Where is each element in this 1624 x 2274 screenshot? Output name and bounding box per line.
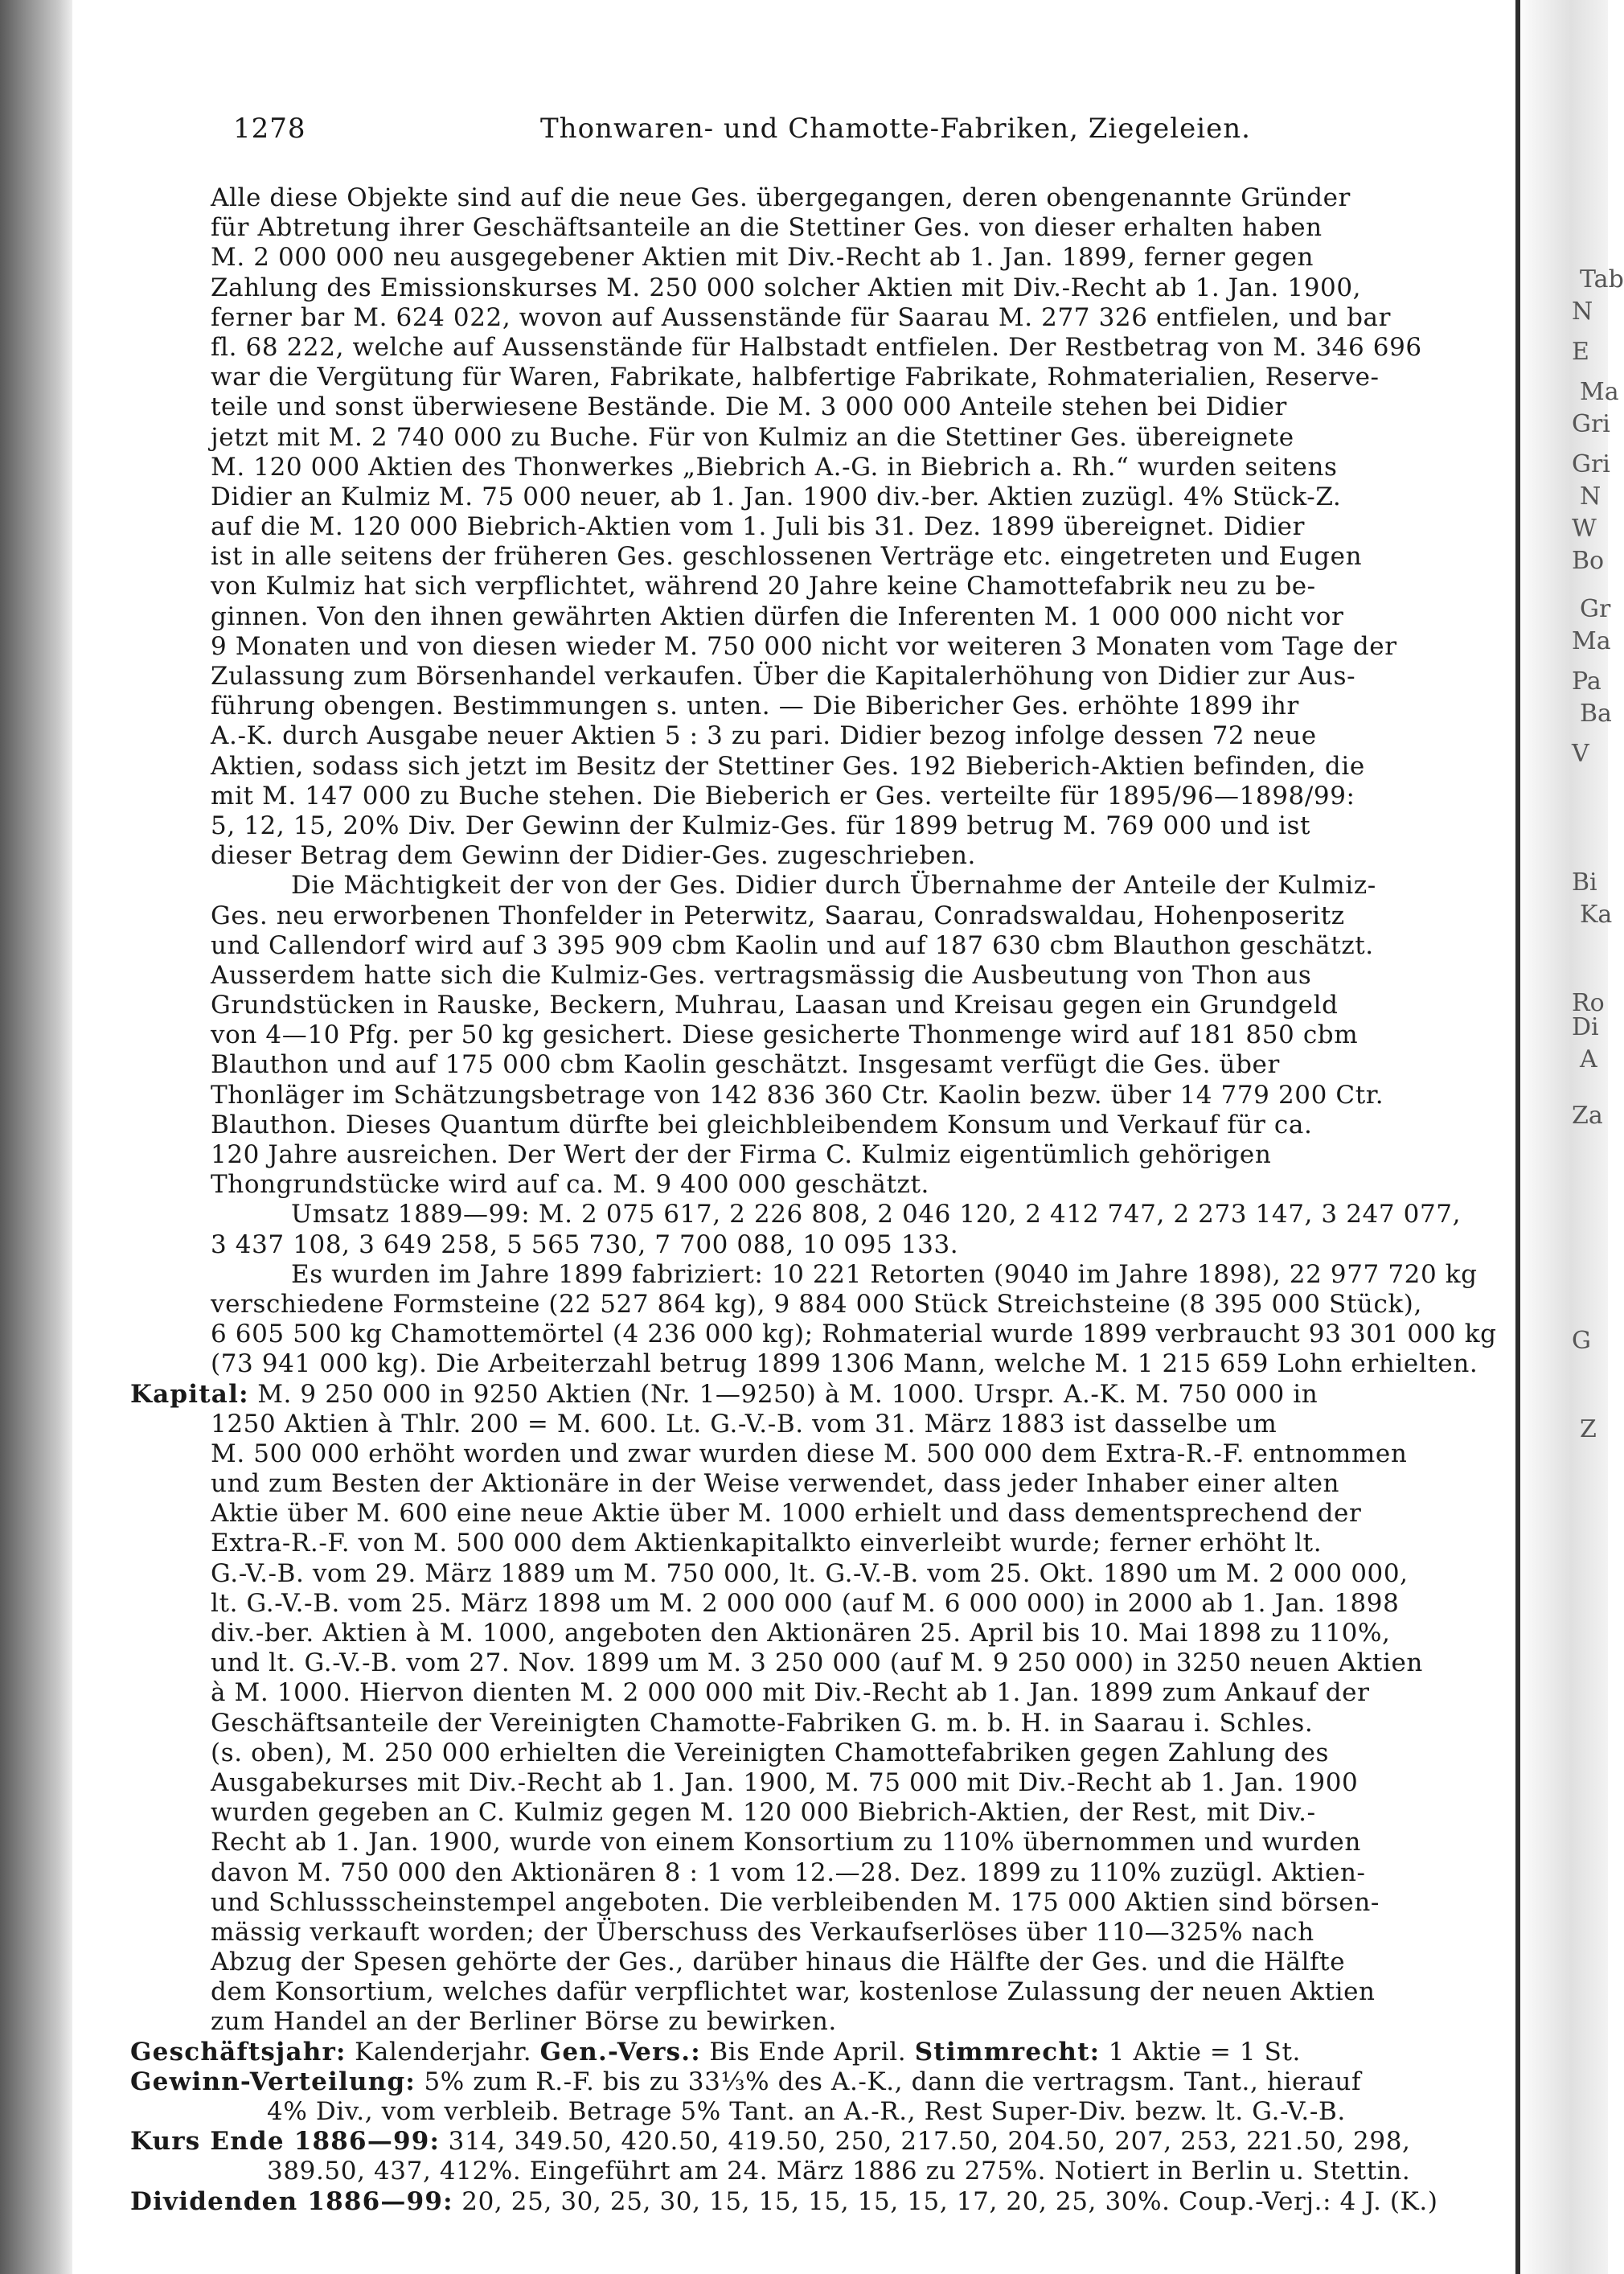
running-title: Thonwaren- und Chamotte-Fabriken, Ziegeleien. (540, 113, 1251, 145)
text-line: teile und sonst überwiesene Bestände. Die M. 3 000 000 Anteile stehen bei Didier (211, 392, 1287, 422)
text-line: Ges. neu erworbenen Thonfelder in Peterwitz, Saarau, Conradswaldau, Hohenposeritz (211, 901, 1345, 930)
text-line: Abzug der Spesen gehörte der Ges., darüber hinaus die Hälfte der Ges. und die Hälfte (211, 1948, 1346, 1977)
text-line: ginnen. Von den ihnen gewährten Aktien dürfen die Inferenten M. 1 000 000 nicht vor (211, 601, 1344, 631)
text-line: Zulassung zum Börsenhandel verkaufen. Über die Kapitalerhöhung von Didier zur Aus- (211, 662, 1356, 691)
text-line: 3 437 108, 3 649 258, 5 565 730, 7 700 088, 10 095 133. (211, 1229, 959, 1259)
kurs-line (130, 2127, 1517, 2157)
adjacent-page-fragment: V (1572, 740, 1589, 768)
text-line: A.-K. durch Ausgabe neuer Aktien 5 : 3 zu pari. Didier bezog infolge dessen 72 neue (211, 721, 1317, 751)
text-line: Zahlung des Emissionskurses M. 250 000 solcher Aktien mit Div.-Recht ab 1. Jan. 1900, (211, 273, 1362, 302)
adjacent-page-fragment: Ka (1580, 901, 1613, 929)
paragraph-clay-deposits (211, 871, 1517, 1200)
text-line: mit M. 147 000 zu Buche stehen. Die Bieberich er Ges. verteilte für 1895/96—1898/99: (211, 781, 1355, 811)
text-line: war die Vergütung für Waren, Fabrikate, halbfertige Fabrikate, Rohmaterialien, Reserve- (211, 363, 1380, 392)
kapital-label: Kapital: (130, 1379, 249, 1409)
text-line: führung obengen. Bestimmungen s. unten. — Die Bibericher Ges. erhöhte 1899 ihr (211, 692, 1299, 721)
kurs-label: Kurs Ende 1886—99: (130, 2127, 441, 2157)
stimmrecht-text: 1 Aktie = 1 St. (1108, 2037, 1301, 2067)
adjacent-page-fragment: Bi (1572, 868, 1597, 897)
kurs-text: 314, 349.50, 420.50, 419.50, 250, 217.50, 204.50, 207, 253, 221.50, 298, (448, 2127, 1411, 2157)
adjacent-page-fragment: Za (1572, 1102, 1603, 1130)
text-line: von Kulmiz hat sich verpflichtet, während 20 Jahre keine Chamottefabrik neu zu be- (211, 572, 1316, 601)
adjacent-page-fragment: N (1572, 298, 1593, 326)
text-line: zum Handel an der Berliner Börse zu bewirken. (211, 2007, 837, 2037)
adjacent-page-fragment: Ro (1572, 989, 1605, 1017)
text-line: Didier an Kulmiz M. 75 000 neuer, ab 1. Jan. 1900 div.-ber. Aktien zuzügl. 4% Stück-Z. (211, 482, 1342, 511)
text-line: M. 120 000 Aktien des Thonwerkes „Biebrich A.-G. in Biebrich a. Rh.“ wurden seitens (211, 452, 1338, 482)
text-line: davon M. 750 000 den Aktionären 8 : 1 vom 12.—28. Dez. 1899 zu 110% zuzügl. Aktien- (211, 1857, 1366, 1887)
text-line: und lt. G.-V.-B. vom 27. Nov. 1899 um M. 3 250 000 (auf M. 9 250 000) in 3250 neuen Aktien (211, 1648, 1423, 1678)
page-body (130, 183, 1517, 2217)
text-line: ferner bar M. 624 022, wovon auf Aussenstände für Saarau M. 277 326 entfielen, und bar (211, 302, 1392, 332)
text-line: von 4—10 Pfg. per 50 kg gesichert. Diese gesicherte Thonmenge wird auf 181 850 cbm (211, 1020, 1359, 1050)
dividenden-text: 20, 25, 30, 25, 30, 15, 15, 15, 15, 15, 17, 20, 25, 30%. Coup.-Verj.: 4 J. (K.) (461, 2186, 1438, 2216)
adjacent-page-edge (1515, 0, 1624, 2274)
geschaeftsjahr-line (130, 2038, 1517, 2067)
text-line: jetzt mit M. 2 740 000 zu Buche. Für von Kulmiz an die Stettiner Ges. übereignete (211, 422, 1294, 452)
paragraph-production (211, 1260, 1517, 1380)
adjacent-page-fragment: E (1572, 338, 1589, 366)
adjacent-page-fragment: Gri (1572, 450, 1610, 478)
text-line: lt. G.-V.-B. vom 25. März 1898 um M. 2 000 000 (auf M. 6 000 000) in 2000 ab 1. Jan. 1898 (211, 1588, 1400, 1618)
adjacent-page-fragment: Gr (1580, 595, 1611, 623)
text-line: Blauthon und auf 175 000 cbm Kaolin geschätzt. Insgesamt verfügt die Ges. über (211, 1050, 1280, 1080)
text-line: und zum Besten der Aktionäre in der Weise verwendet, dass jeder Inhaber einer alten (211, 1469, 1340, 1499)
gewinn-line (130, 2067, 1517, 2097)
text-line: wurden gegeben an C. Kulmiz gegen M. 120 000 Biebrich-Aktien, der Rest, mit Div.- (211, 1798, 1316, 1828)
text-line: Die Mächtigkeit der von der Ges. Didier durch Übernahme der Anteile der Kulmiz- (291, 871, 1376, 901)
adjacent-page-fragment: Gri (1572, 410, 1610, 438)
text-line: Ausserdem hatte sich die Kulmiz-Ges. vertragsmässig die Ausbeutung von Thon aus (211, 960, 1312, 990)
adjacent-page-fragment: Z (1580, 1415, 1597, 1443)
text-line: Ausgabekurses mit Div.-Recht ab 1. Jan. 1900, M. 75 000 mit Div.-Recht ab 1. Jan. 1900 (211, 1767, 1359, 1797)
text-line: ist in alle seitens der früheren Ges. geschlossenen Verträge etc. eingetreten und Eugen (211, 542, 1363, 572)
text-line: dem Konsortium, welches dafür verpflichtet war, kostenlose Zulassung der neuen Aktien (211, 1977, 1376, 2007)
gen-vers-text: Bis Ende April. (709, 2037, 907, 2067)
paragraph-turnover (211, 1200, 1517, 1259)
page-number: 1278 (233, 113, 306, 145)
text-line: dieser Betrag dem Gewinn der Didier-Ges. zugeschrieben. (211, 841, 976, 871)
text-line: Geschäftsanteile der Vereinigten Chamotte-Fabriken G. m. b. H. in Saarau i. Schles. (211, 1708, 1314, 1738)
adjacent-page-fragment: Pa (1572, 667, 1601, 696)
gewinn-text: 5% zum R.-F. bis zu 33⅓% des A.-K., dann die vertragsm. Tant., hierauf (424, 2067, 1362, 2096)
stimmrecht-label: Stimmrecht: (914, 2037, 1101, 2067)
adjacent-page-fragment: Ba (1580, 700, 1612, 728)
geschaeftsjahr-label: Geschäftsjahr: (130, 2037, 347, 2067)
text-line: Recht ab 1. Jan. 1900, wurde von einem Konsortium zu 110% übernommen und wurden (211, 1828, 1361, 1857)
text-line: 6 605 500 kg Chamottemörtel (4 236 000 kg); Rohmaterial wurde 1899 verbraucht 93 301 000 kg (211, 1320, 1497, 1349)
text-line: Alle diese Objekte sind auf die neue Ges. übergegangen, deren obengenannte Gründer (211, 183, 1351, 212)
page-header (211, 103, 1517, 159)
kapital-first-line (130, 1380, 1517, 1410)
kapital-section (211, 1410, 1517, 2038)
text-line: Aktie über M. 600 eine neue Aktie über M. 1000 erhielt und dass dementsprechend der (211, 1499, 1362, 1529)
adjacent-page-fragment: Tab (1580, 265, 1624, 293)
adjacent-page-fragment: Di (1572, 1013, 1599, 1041)
document-page (130, 103, 1517, 2216)
text-line: Grundstücken in Rauske, Beckern, Muhrau, Laasan und Kreisau gegen ein Grundgeld (211, 991, 1339, 1020)
text-line: verschiedene Formsteine (22 527 864 kg), 9 884 000 Stück Streichsteine (8 395 000 Stück), (211, 1289, 1422, 1319)
text-line: 1250 Aktien à Thlr. 200 = M. 600. Lt. G.-V.-B. vom 31. März 1883 ist dasselbe um (211, 1409, 1277, 1439)
book-spine-shadow (0, 0, 72, 2274)
dividenden-label: Dividenden 1886—99: (130, 2186, 453, 2216)
kapital-text: M. 9 250 000 in 9250 Aktien (Nr. 1—9250) à M. 1000. Urspr. A.-K. M. 750 000 in (257, 1379, 1318, 1409)
geschaeftsjahr-text: Kalenderjahr. (355, 2037, 532, 2067)
text-line: Umsatz 1889—99: M. 2 075 617, 2 226 808, 2 046 120, 2 412 747, 2 273 147, 3 247 077, (291, 1200, 1462, 1229)
adjacent-page-fragment: Bo (1572, 547, 1605, 575)
text-line: mässig verkauft worden; der Überschuss des Verkaufserlöses über 110—325% nach (211, 1917, 1314, 1947)
text-line: Aktien, sodass sich jetzt im Besitz der Stettiner Ges. 192 Bieberich-Aktien befinden, die (211, 751, 1365, 781)
text-line: 120 Jahre ausreichen. Der Wert der der Firma C. Kulmiz eigentümlich gehörigen (211, 1140, 1272, 1169)
text-line: auf die M. 120 000 Biebrich-Aktien vom 1. Juli bis 31. Dez. 1899 übereignet. Didier (211, 512, 1306, 542)
text-line: G.-V.-B. vom 29. März 1889 um M. 750 000, lt. G.-V.-B. vom 25. Okt. 1890 um M. 2 000 000, (211, 1558, 1409, 1588)
text-line: div.-ber. Aktien à M. 1000, angeboten den Aktionären 25. April bis 10. Mai 1898 zu 110%, (211, 1619, 1391, 1648)
text-line: und Callendorf wird auf 3 395 909 cbm Kaolin und auf 187 630 cbm Blauthon geschätzt. (211, 930, 1374, 960)
adjacent-page-fragment: N (1580, 482, 1601, 511)
text-line: (s. oben), M. 250 000 erhielten die Vereinigten Chamottefabriken gegen Zahlung des (211, 1738, 1330, 1767)
text-line: für Abtretung ihrer Geschäftsanteile an die Stettiner Ges. von dieser erhalten haben (211, 213, 1323, 243)
text-line: Es wurden im Jahre 1899 fabriziert: 10 221 Retorten (9040 im Jahre 1898), 22 977 720 kg (291, 1259, 1478, 1289)
text-line: (73 941 000 kg). Die Arbeiterzahl betrug 1899 1306 Mann, welche M. 1 215 659 Lohn erhielten. (211, 1349, 1478, 1379)
text-line: 9 Monaten und von diesen wieder M. 750 000 nicht vor weiteren 3 Monaten vom Tage der (211, 631, 1397, 661)
gewinn-label: Gewinn-Verteilung: (130, 2067, 416, 2096)
text-line: Thonläger im Schätzungsbetrage von 142 836 360 Ctr. Kaolin bezw. über 14 779 200 Ctr. (211, 1080, 1384, 1110)
gewinn-line-2: 4% Div., vom verbleib. Betrage 5% Tant. an A.-R., Rest Super-Div. bezw. lt. G.-V.-B. (267, 2097, 1346, 2126)
text-line: Blauthon. Dieses Quantum dürfte bei gleichbleibendem Konsum und Verkauf für ca. (211, 1110, 1313, 1139)
adjacent-page-fragment: W (1572, 515, 1597, 543)
text-line: à M. 1000. Hiervon dienten M. 2 000 000 mit Div.-Recht ab 1. Jan. 1899 zum Ankauf der (211, 1678, 1370, 1708)
text-line: Extra-R.-F. von M. 500 000 dem Aktienkapitalkto einverleibt wurde; ferner erhöht lt. (211, 1529, 1323, 1558)
text-line: 5, 12, 15, 20% Div. Der Gewinn der Kulmiz-Ges. für 1899 betrug M. 769 000 und ist (211, 811, 1311, 840)
adjacent-page-fragment: A (1580, 1045, 1597, 1073)
dividenden-line (130, 2187, 1517, 2217)
gen-vers-label: Gen.-Vers.: (539, 2037, 701, 2067)
adjacent-page-fragment: Ma (1580, 378, 1619, 406)
text-line: M. 500 000 erhöht worden und zwar wurden diese M. 500 000 dem Extra-R.-F. entnommen (211, 1439, 1408, 1468)
text-line: Thongrundstücke wird auf ca. M. 9 400 000 geschätzt. (211, 1170, 929, 1200)
text-line: fl. 68 222, welche auf Aussenstände für Halbstadt entfielen. Der Restbetrag von M. 346 696 (211, 332, 1422, 362)
kurs-line-2: 389.50, 437, 412%. Eingeführt am 24. März 1886 zu 275%. Notiert in Berlin u. Stettin. (267, 2157, 1411, 2186)
adjacent-page-fragment: Ma (1572, 627, 1611, 655)
text-line: M. 2 000 000 neu ausgegebener Aktien mit Div.-Recht ab 1. Jan. 1899, ferner gegen (211, 243, 1314, 273)
adjacent-page-fragment: G (1572, 1327, 1591, 1355)
paragraph-objects (211, 183, 1517, 871)
text-line: und Schlussscheinstempel angeboten. Die verbleibenden M. 175 000 Aktien sind börsen- (211, 1887, 1380, 1917)
